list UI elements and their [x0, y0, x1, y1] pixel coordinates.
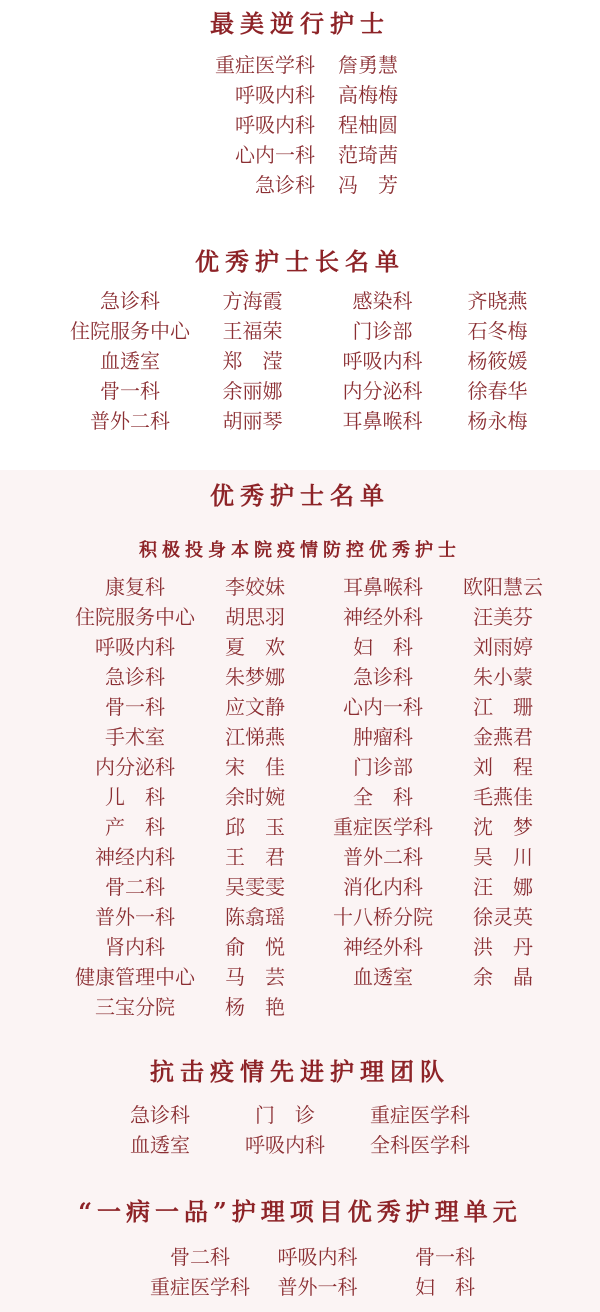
- section3-cell: 全 科: [353, 785, 413, 809]
- section3-cell: 十八桥分院: [333, 905, 433, 929]
- section2-cell: 杨筱媛: [467, 349, 528, 373]
- section3-cell: 产 科: [105, 815, 165, 839]
- section3-cell: 神经外科: [343, 605, 423, 629]
- section3-cell: 骨一科: [105, 695, 165, 719]
- section3-cell: 急诊科: [353, 665, 413, 689]
- section3-cell: 耳鼻喉科: [343, 575, 423, 599]
- section1-cell: 呼吸内科: [235, 83, 315, 107]
- section3-cell: 康复科: [105, 575, 165, 599]
- section3-cell: 健康管理中心: [75, 965, 195, 989]
- section3-cell: 欧阳慧云: [463, 575, 543, 599]
- section1-cell: 呼吸内科: [235, 113, 315, 137]
- section3-cell: 洪 丹: [473, 935, 533, 959]
- section4-cell: 呼吸内科: [245, 1133, 325, 1157]
- section2-cell: 王福荣: [222, 319, 283, 343]
- section4-title: 抗击疫情先进护理团队: [150, 1057, 450, 1086]
- section3-cell: 心内一科: [343, 695, 423, 719]
- section3-cell: 朱梦娜: [225, 665, 285, 689]
- section3-cell: 朱小蒙: [473, 665, 533, 689]
- section3-cell: 骨二科: [105, 875, 165, 899]
- section2-cell: 门诊部: [352, 319, 413, 343]
- section3-cell: 宋 佳: [225, 755, 285, 779]
- section2-cell: 血透室: [100, 349, 160, 373]
- section3-cell: 邱 玉: [225, 815, 285, 839]
- section5-cell: 妇 科: [415, 1275, 475, 1299]
- section3-cell: 肿瘤科: [353, 725, 413, 749]
- section3-cell: 吴雯雯: [225, 875, 285, 899]
- section3-cell: 胡思羽: [225, 605, 285, 629]
- section3-cell: 汪 娜: [473, 875, 533, 899]
- section3-cell: 妇 科: [353, 635, 413, 659]
- section3-cell: 徐灵英: [473, 905, 533, 929]
- section3-cell: 李姣妹: [225, 575, 285, 599]
- section3-cell: 应文静: [225, 695, 285, 719]
- section2-cell: 感染科: [352, 289, 413, 313]
- section5-cell: 骨二科: [170, 1245, 230, 1269]
- section5-cell: 重症医学科: [150, 1275, 250, 1299]
- section1-cell: 高梅梅: [338, 83, 398, 107]
- section1-cell: 冯 芳: [338, 173, 398, 197]
- section1-cell: 范琦茜: [338, 143, 398, 167]
- section3-cell: 王 君: [225, 845, 285, 869]
- section3-cell: 沈 梦: [473, 815, 533, 839]
- section3-cell: 吴 川: [473, 845, 533, 869]
- section3-cell: 金燕君: [473, 725, 533, 749]
- section3-cell: 余 晶: [473, 965, 533, 989]
- section3-cell: 神经内科: [95, 845, 175, 869]
- section3-title: 优秀护士名单: [210, 481, 390, 510]
- section3-cell: 江 珊: [473, 695, 533, 719]
- section2-cell: 余丽娜: [222, 379, 283, 403]
- section2-cell: 齐晓燕: [467, 289, 528, 313]
- section4-cell: 急诊科: [130, 1103, 190, 1127]
- section3-cell: 住院服务中心: [75, 605, 195, 629]
- section4-cell: 全科医学科: [370, 1133, 470, 1157]
- section2-cell: 胡丽琴: [222, 409, 283, 433]
- section3-cell: 刘雨婷: [473, 635, 533, 659]
- section5-cell: 骨一科: [415, 1245, 475, 1269]
- section3-cell: 手术室: [105, 725, 165, 749]
- section3-cell: 陈翕瑶: [225, 905, 285, 929]
- section3-cell: 马 芸: [225, 965, 285, 989]
- section3-cell: 毛燕佳: [473, 785, 533, 809]
- section2-cell: 郑 滢: [222, 349, 283, 373]
- section3-cell: 重症医学科: [333, 815, 433, 839]
- section1-cell: 心内一科: [235, 143, 315, 167]
- section1-cell: 程柚圆: [338, 113, 398, 137]
- section3-cell: 余时婉: [225, 785, 285, 809]
- section2-cell: 住院服务中心: [70, 319, 190, 343]
- section5-title: “一病一品”护理项目优秀护理单元: [78, 1197, 522, 1226]
- section2-cell: 徐春华: [467, 379, 528, 403]
- section5-cell: 呼吸内科: [277, 1245, 358, 1269]
- section2-cell: 呼吸内科: [342, 349, 423, 373]
- section3-cell: 呼吸内科: [95, 635, 175, 659]
- section3-cell: 杨 艳: [225, 995, 285, 1019]
- section2-cell: 急诊科: [100, 289, 160, 313]
- section1-cell: 詹勇慧: [338, 53, 398, 77]
- section2-cell: 杨永梅: [467, 409, 528, 433]
- section2-cell: 内分泌科: [342, 379, 423, 403]
- section3-cell: 消化内科: [343, 875, 423, 899]
- section2-cell: 石冬梅: [467, 319, 528, 343]
- section4-cell: 血透室: [130, 1133, 190, 1157]
- section3-cell: 刘 程: [473, 755, 533, 779]
- section3-cell: 俞 悦: [225, 935, 285, 959]
- section3-cell: 普外一科: [95, 905, 175, 929]
- section2-cell: 耳鼻喉科: [342, 409, 423, 433]
- section3-cell: 儿 科: [105, 785, 165, 809]
- section3-cell: 汪美芬: [473, 605, 533, 629]
- section2-cell: 方海霞: [222, 289, 283, 313]
- section3-cell: 肾内科: [105, 935, 165, 959]
- section3-cell: 急诊科: [105, 665, 165, 689]
- section2-cell: 骨一科: [100, 379, 160, 403]
- section3-cell: 血透室: [353, 965, 413, 989]
- section3-cell: 普外二科: [343, 845, 423, 869]
- section2-title: 优秀护士长名单: [195, 247, 405, 276]
- section3-cell: 三宝分院: [95, 995, 175, 1019]
- section3-cell: 内分泌科: [95, 755, 175, 779]
- section4-cell: 重症医学科: [370, 1103, 470, 1127]
- section3-cell: 门诊部: [353, 755, 413, 779]
- section1-title: 最美逆行护士: [210, 9, 390, 38]
- section3-cell: 神经外科: [343, 935, 423, 959]
- section2-cell: 普外二科: [90, 409, 170, 433]
- section3-cell: 夏 欢: [225, 635, 285, 659]
- section1-cell: 重症医学科: [215, 53, 315, 77]
- section3-subtitle: 积极投身本院疫情防控优秀护士: [139, 540, 461, 561]
- section4-cell: 门 诊: [255, 1103, 315, 1127]
- section3-cell: 江悌燕: [225, 725, 285, 749]
- section1-cell: 急诊科: [255, 173, 315, 197]
- section5-cell: 普外一科: [277, 1275, 358, 1299]
